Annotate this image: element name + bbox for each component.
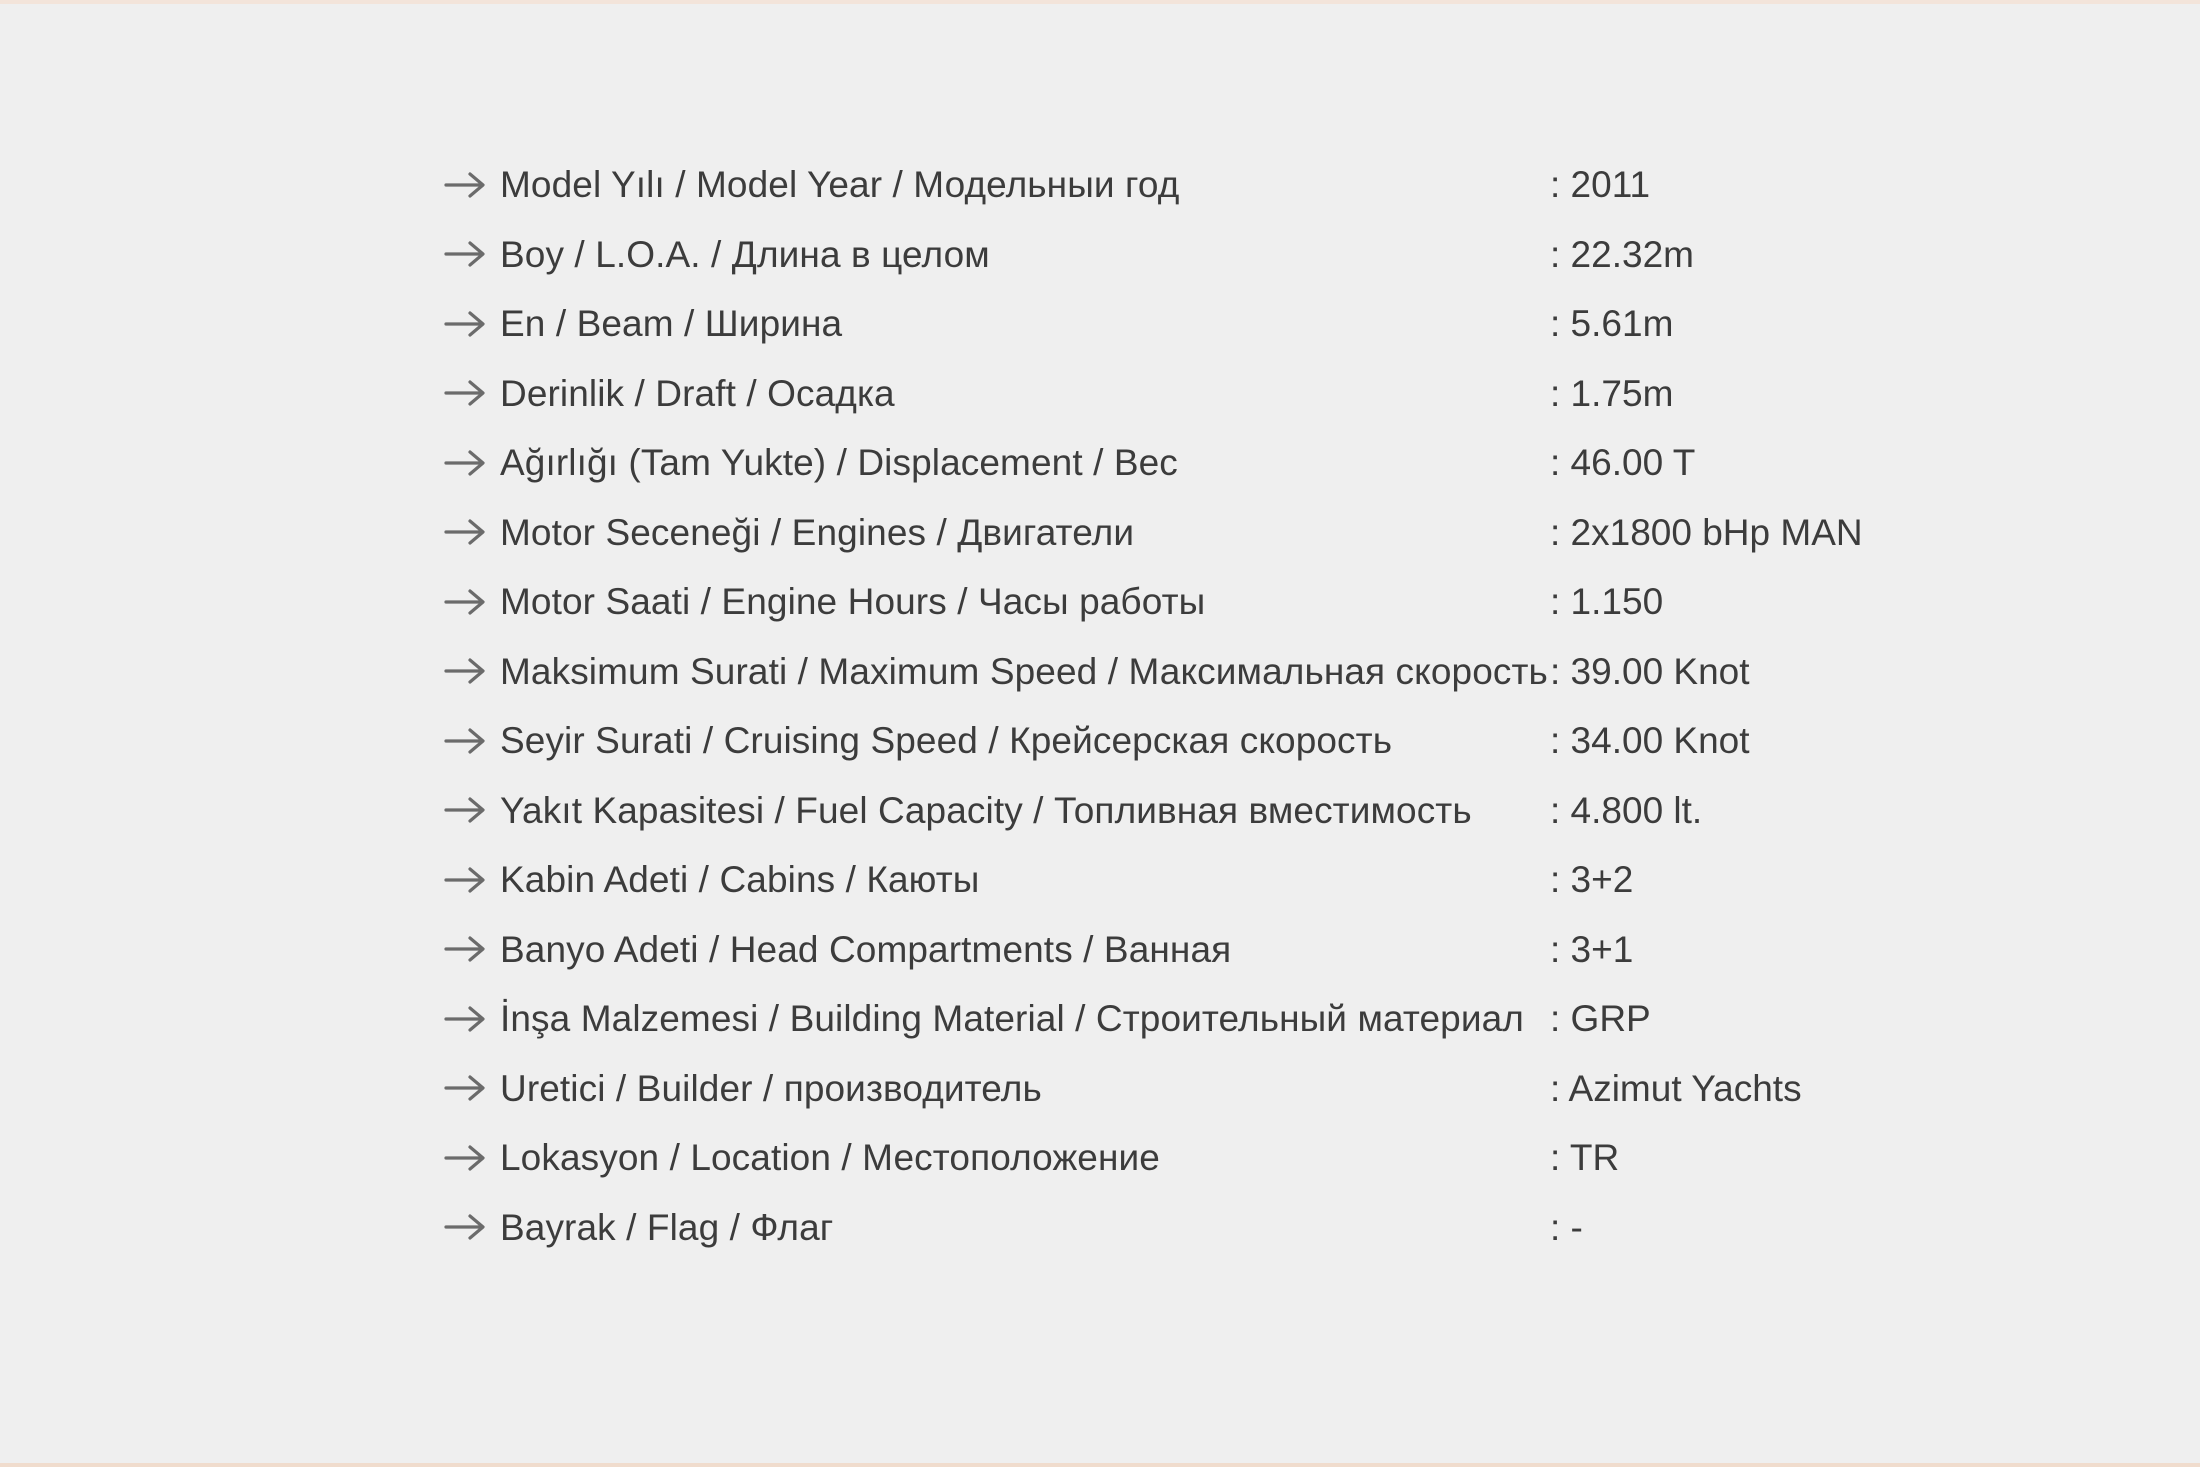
spec-row-cruising-speed — [444, 706, 1863, 776]
spec-label: Lokasyon / Location / Местоположение — [500, 1137, 1160, 1179]
arrow-right-icon — [444, 1210, 490, 1244]
spec-row-fuel-capacity — [444, 776, 1863, 846]
spec-value: : 22.32m — [1550, 233, 1694, 275]
spec-value: : - — [1550, 1206, 1583, 1248]
spec-value: : 2x1800 bHp MAN — [1550, 511, 1863, 553]
arrow-right-icon — [444, 446, 490, 480]
arrow-right-icon — [444, 1002, 490, 1036]
spec-row-displacement — [444, 428, 1863, 498]
spec-row-engines — [444, 498, 1863, 568]
spec-value: : Azimut Yachts — [1550, 1067, 1802, 1109]
spec-label: Seyir Surati / Cruising Speed / Крейсерская скорость — [500, 720, 1393, 762]
spec-value: : 39.00 Knot — [1550, 650, 1750, 692]
spec-row-beam — [444, 289, 1863, 359]
spec-row-model-year — [444, 150, 1863, 220]
spec-value: : 3+2 — [1550, 859, 1634, 901]
spec-value: : 34.00 Knot — [1550, 720, 1750, 762]
spec-row-location — [444, 1123, 1863, 1193]
spec-label: Yakıt Kapasitesi / Fuel Capacity / Топливная вместимость — [500, 789, 1472, 831]
yacht-spec-list — [444, 150, 1863, 1262]
arrow-right-icon — [444, 1071, 490, 1105]
arrow-right-icon — [444, 515, 490, 549]
arrow-right-icon — [444, 654, 490, 688]
spec-row-cabins — [444, 845, 1863, 915]
spec-label: Ağırlığı (Tam Yukte) / Displacement / Вес — [500, 442, 1178, 484]
spec-row-engine-hours — [444, 567, 1863, 637]
spec-label: Maksimum Surati / Maximum Speed / Максимальная скорость — [500, 650, 1548, 692]
arrow-right-icon — [444, 168, 490, 202]
spec-value: : 46.00 T — [1550, 442, 1696, 484]
arrow-right-icon — [444, 932, 490, 966]
spec-row-loa — [444, 220, 1863, 290]
arrow-right-icon — [444, 1141, 490, 1175]
spec-value: : TR — [1550, 1137, 1620, 1179]
spec-row-flag — [444, 1193, 1863, 1263]
spec-label: Derinlik / Draft / Осадка — [500, 372, 895, 414]
spec-label: Bayrak / Flag / Флаг — [500, 1206, 834, 1248]
arrow-right-icon — [444, 863, 490, 897]
arrow-right-icon — [444, 376, 490, 410]
spec-row-max-speed — [444, 637, 1863, 707]
top-divider — [0, 0, 2200, 4]
spec-row-building-material — [444, 984, 1863, 1054]
spec-label: Boy / L.O.A. / Длина в целом — [500, 233, 990, 275]
spec-value: : 4.800 lt. — [1550, 789, 1703, 831]
spec-label: Kabin Adeti / Cabins / Каюты — [500, 859, 980, 901]
spec-label: İnşa Malzemesi / Building Material / Строительный материал — [500, 998, 1524, 1040]
spec-value: : 2011 — [1550, 164, 1651, 206]
spec-row-heads — [444, 915, 1863, 985]
spec-row-draft — [444, 359, 1863, 429]
spec-label: Model Yılı / Model Year / Модельныи год — [500, 164, 1180, 206]
spec-value: : 1.75m — [1550, 372, 1674, 414]
spec-value: : GRP — [1550, 998, 1651, 1040]
arrow-right-icon — [444, 724, 490, 758]
arrow-right-icon — [444, 237, 490, 271]
arrow-right-icon — [444, 307, 490, 341]
spec-value: : 1.150 — [1550, 581, 1664, 623]
spec-label: Uretici / Builder / производитель — [500, 1067, 1042, 1109]
spec-label: En / Beam / Ширина — [500, 303, 843, 345]
arrow-right-icon — [444, 793, 490, 827]
spec-label: Motor Saati / Engine Hours / Часы работы — [500, 581, 1206, 623]
arrow-right-icon — [444, 585, 490, 619]
spec-value: : 3+1 — [1550, 928, 1634, 970]
spec-label: Motor Seceneği / Engines / Двигатели — [500, 511, 1135, 553]
bottom-divider — [0, 1463, 2200, 1467]
spec-label: Banyo Adeti / Head Compartments / Ванная — [500, 928, 1232, 970]
spec-row-builder — [444, 1054, 1863, 1124]
spec-value: : 5.61m — [1550, 303, 1674, 345]
